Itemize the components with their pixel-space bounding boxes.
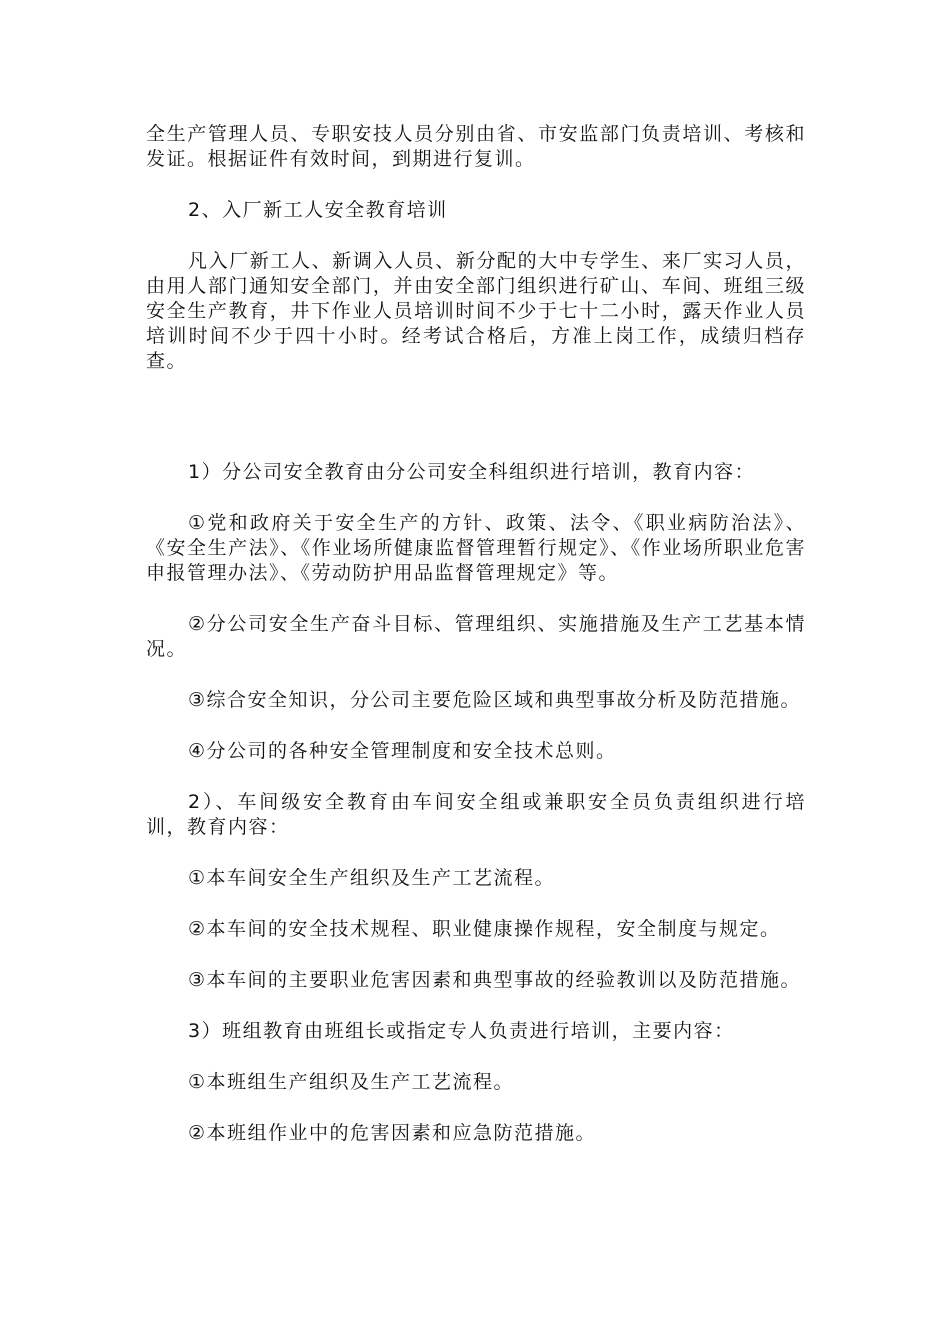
sub-heading: 1）分公司安全教育由分公司安全科组织进行培训，教育内容：: [188, 461, 756, 483]
list-item: ③综合安全知识，分公司主要危险区域和典型事故分析及防范措施。: [188, 689, 802, 711]
list-item: ①本班组生产组织及生产工艺流程。: [188, 1071, 515, 1093]
list-item: ②分公司安全生产奋斗目标、管理组织、实施措施及生产工艺基本情况。: [146, 613, 806, 660]
list-item: ②本班组作业中的危害因素和应急防范措施。: [188, 1122, 597, 1144]
paragraph: 凡入厂新工人、新调入人员、新分配的大中专学生、来厂实习人员，由用人部门通知安全部门，并由安全部门组织进行矿山、车间、班组三级安全生产教育，井下作业人员培训时间不少于七十二小时，露天作业人员培训时间不少于四十小时。经考试合格后，方准上岗工作，成绩归档存查。: [146, 250, 806, 372]
sub-heading: 3）班组教育由班组长或指定专人负责进行培训，主要内容：: [188, 1020, 735, 1042]
paragraph-continuation: 全生产管理人员、专职安技人员分别由省、市安监部门负责培训、考核和发证。根据证件有效时间，到期进行复训。: [146, 123, 806, 170]
list-item: ④分公司的各种安全管理制度和安全技术总则。: [188, 740, 617, 762]
list-item: ①党和政府关于安全生产的方针、政策、法令、《职业病防治法》、《安全生产法》、《作业场所健康监督管理暂行规定》、《作业场所职业危害申报管理办法》、《劳动防护用品监督管理规定》等。: [146, 512, 806, 584]
list-item: ②本车间的安全技术规程、职业健康操作规程，安全制度与规定。: [188, 918, 781, 940]
document-body: [146, 122, 806, 1146]
list-item: ③本车间的主要职业危害因素和典型事故的经验教训以及防范措施。: [188, 969, 802, 991]
section-heading: 2、入厂新工人安全教育培训: [188, 199, 448, 221]
sub-heading: 2）、车间级安全教育由车间安全组或兼职安全员负责组织进行培训，教育内容：: [146, 791, 806, 838]
list-item: ①本车间安全生产组织及生产工艺流程。: [188, 867, 556, 889]
